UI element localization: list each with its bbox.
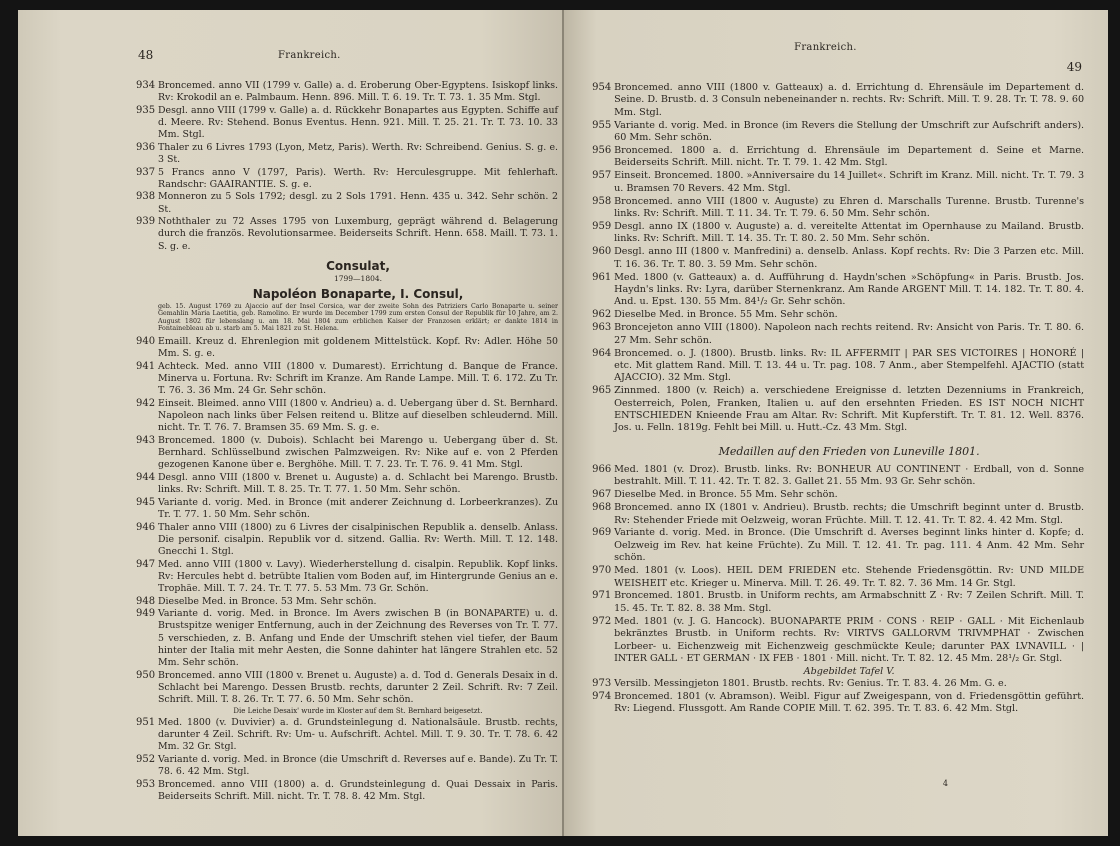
lot-description: Broncemed. 1800 (v. Dubois). Schlacht bei Marengo u. Uebergang über d. St. Bernhard. Schlüsselbund zwischen Palmzweigen. Rv: Nike auf e. von 2 Pferden gezogenen Kanone über e. Berghöhe. Mill. T. 7. 23. Tr. T. 76. 9. 41 Mm. Stgl. (158, 435, 558, 471)
catalog-entry (592, 145, 1085, 170)
lot-description: Broncemed. 1801. Brustb. in Uniform rechts, am Armabschnitt Z · Rv: 7 Zeilen Schrift. Mill. T. 15. 45. Tr. T. 82. 8. 38 Mm. Stgl. (614, 590, 1085, 614)
entry-list (592, 82, 1085, 435)
lot-description: Desgl. anno VIII (1800 v. Brenet u. Auguste) a. d. Schlacht bei Marengo. Brustb. links. Rv: Schrift. Mill. T. 8. 25. Tr. T. 77. 1. 50 Mm. Sehr schön. (158, 472, 558, 496)
entry-list (592, 463, 1085, 666)
catalog-entry (136, 104, 558, 141)
lot-number: 937 (136, 166, 156, 178)
lot-number: 958 (592, 195, 612, 207)
catalog-entry (592, 690, 1085, 716)
plate-reference: Abgebildet Tafel V. (803, 665, 895, 677)
section-years: 1799—1804. (333, 273, 383, 283)
lot-number: 948 (136, 595, 156, 607)
catalog-entry (592, 271, 1085, 309)
catalog-entry (592, 463, 1085, 489)
lot-number: 952 (136, 753, 156, 765)
lot-description: Broncemed. 1800 a. d. Errichtung d. Ehrensäule im Departement d. Seine et Marne. Beiderseits Schrift. Mill. nicht. Tr. T. 79. 1. 42 Mm. Stgl. (614, 145, 1085, 169)
footnote: Die Leiche Desaix' wurde im Kloster auf dem St. Bernhard beigesetzt. (233, 707, 483, 715)
lot-number: 941 (136, 361, 156, 373)
lot-description: Versilb. Messingjeton 1801. Brustb. rechts. Rv: Genius. Tr. T. 83. 4. 26 Mm. G. e. (614, 677, 1007, 689)
left-page-content (136, 80, 558, 804)
book-spread (18, 10, 1108, 836)
lot-number: 971 (592, 590, 612, 602)
left-page (18, 10, 562, 836)
lot-number: 962 (592, 309, 612, 321)
running-head: Frankreich. (278, 50, 341, 61)
lot-number: 940 (136, 336, 156, 348)
lot-description: Thaler anno VIII (1800) zu 6 Livres der cisalpinischen Republik a. denselb. Anlass. Die personif. cisalpin. Republik vor d. sitzend. Gallia. Rv: Werth. Mill. T. 12. 148. Gnecchi 1. Stgl. (158, 521, 558, 557)
catalog-entry (136, 595, 558, 608)
lot-description: Dieselbe Med. in Bronce. 55 Mm. Sehr schön. (614, 489, 838, 501)
lot-number: 967 (592, 489, 612, 501)
lot-number: 959 (592, 220, 612, 232)
lot-number: 953 (136, 778, 156, 790)
lot-number: 973 (592, 677, 612, 689)
lot-number: 957 (592, 170, 612, 182)
lot-description: Achteck. Med. anno VIII (1800 v. Dumarest). Errichtung d. Banque de France. Minerva u. Fortuna. Rv: Schrift im Kranze. Am Rande Lampe. Mill. T. 6. 172. Zu Tr. T. 76. 3. 36 Mm. 24 Gr. Sehr schön. (158, 361, 558, 397)
lot-description: Med. anno VIII (1800 v. Lavy). Wiederherstellung d. cisalpin. Republik. Kopf links. Rv: Hercules hebt d. betrübte Italien vom Boden auf, im Hintergrunde Genius an e. Trophäe. Mill. T. 7. 24. Tr. T. 77. 5. 53 Mm. 73 Gr. Schön. (158, 558, 558, 594)
lot-number: 972 (592, 615, 612, 627)
catalog-entry (592, 489, 1084, 501)
signature-mark: 4 (942, 779, 948, 788)
running-head: Frankreich. (794, 42, 857, 53)
catalog-entry (136, 472, 558, 496)
lot-description: Desgl. anno III (1800 v. Manfredini) a. denselb. Anlass. Kopf rechts. Rv: Die 3 Parzen etc. Mill. T. 16. 36. Tr. T. 80. 3. 59 Mm. Sehr schön. (614, 246, 1085, 270)
lot-description: 5 Francs anno V (1797, Paris). Werth. Rv: Herculesgruppe. Mit fehlerhaft. Randschr: GAAIRANTIE. S. g. e. (158, 166, 558, 190)
lot-description: Broncemed. anno VII (1799 v. Galle) a. d. Eroberung Ober-Egyptens. Isiskopf links. Rv: Krokodil an e. Palmbaum. Henn. 896. Mill. T. 6. 19. Tr. T. 73. 1. 35 Mm. Stgl. (158, 80, 558, 104)
lot-number: 954 (592, 82, 612, 93)
lot-description: Broncemed. anno VIII (1800) a. d. Grundsteinlegung d. Quai Dessaix in Paris. Beiderseits Schrift. Mill. nicht. Tr. T. 78. 8. 42 Mm. Stgl. (158, 778, 558, 802)
lot-number: 951 (136, 717, 156, 728)
section-subtitle: Napoléon Bonaparte, I. Consul, (252, 286, 464, 301)
catalog-entry (592, 309, 1084, 321)
lot-description: Variante d. vorig. Med. in Bronce. (Die Umschrift d. Averses beginnt links hinter d. Kopfe; d. Oelzweig im Rev. hat keine Früchte). Zu Mill. T. 12. 41. Tr. pag. 111. 4 Anm. 42 Mm. Sehr schön. (614, 527, 1085, 564)
catalog-entry (592, 220, 1085, 246)
catalog-entry (592, 565, 1085, 590)
catalog-entry (592, 615, 1085, 666)
entry-list (136, 717, 558, 803)
lot-description: Med. 1801 (v. Droz). Brustb. links. Rv: BONHEUR AU CONTINENT · Erdball, von d. Sonne bestrahlt. Mill. T. 11. 42. Tr. T. 82. 3. Gallet 21. 55 Mm. 93 Gr. Sehr schön. (614, 463, 1085, 488)
lot-number: 935 (136, 104, 156, 116)
catalog-entry (592, 119, 1085, 145)
right-page (564, 10, 1108, 836)
lot-number: 969 (592, 527, 612, 539)
lot-number: 946 (136, 521, 156, 533)
catalog-entry (136, 608, 558, 669)
lot-number: 955 (592, 119, 612, 131)
catalog-entry (592, 590, 1085, 615)
catalog-entry (136, 435, 558, 471)
page-number: 48 (138, 48, 154, 62)
lot-number: 966 (592, 463, 612, 475)
lot-description: Dieselbe Med. in Bronce. 53 Mm. Sehr schön. (158, 595, 377, 607)
lot-description: Zinnmed. 1800 (v. Reich) a. verschiedene Ereignisse d. letzten Dezenniums in Frankreich, Oesterreich, Polen, Franken, Italien u. auf den ersehnten Frieden. ES IST NOCH NICHT ENTSCHIEDEN Knieende Frau am Altar. Rv: Schrift. Mit Kupferstift. Tr. T. 81. 12. Well. 8376. Jos. u. Felln. 1819g. Fehlt bei Mill. u. Hutt.-Cz. 43 Mm. Stgl. (614, 385, 1085, 434)
entry-list (136, 80, 558, 253)
lot-number: 965 (592, 385, 612, 397)
lot-description: Med. 1800 (v. Duvivier) a. d. Grundsteinlegung d. Nationalsäule. Brustb. rechts, darunter 4 Zeil. Schrift. Rv: Um- u. Aufschrift. Achtel. Mill. T. 9. 30. Tr. T. 78. 6. 42 Mm. 32 Gr. Stgl. (158, 717, 558, 753)
catalog-entry (136, 398, 558, 434)
catalog-entry (592, 322, 1085, 347)
lot-description: Variante d. vorig. Med. in Bronce. Im Avers zwischen B (in BONAPARTE) u. d. Brustspitze weniger Entfernung, auch in der Zeichnung des Reverses von Tr. T. 77. 5 verschieden, z. B. Anfang und Ende der Umschrift stehen viel tiefer, der Baum hinter der Italia mit mehr Aesten, die Sonne dahinter hat längere Strahlen etc. 52 Mm. Sehr schön. (158, 608, 558, 668)
lot-description: Emaill. Kreuz d. Ehrenlegion mit goldenem Mittelstück. Kopf. Rv: Adler. Höhe 50 Mm. S. g. e. (158, 336, 558, 360)
lot-number: 936 (136, 141, 156, 153)
catalog-entry (136, 558, 558, 595)
catalog-entry (136, 778, 558, 803)
lot-number: 963 (592, 322, 612, 334)
catalog-entry (592, 170, 1085, 195)
lot-description: Broncemed. anno IX (1801 v. Andrieu). Brustb. rechts; die Umschrift beginnt unter d. Brustb. Rv: Stehender Friede mit Oelzweig, woran Früchte. Mill. T. 12. 41. Tr. T. 82. 4. 42 Mm. Stgl. (614, 502, 1085, 526)
catalog-entry (592, 527, 1085, 564)
lot-description: Broncemed. anno VIII (1800 v. Gatteaux) a. d. Errichtung d. Ehrensäule im Departement d. Seine. D. Brustb. d. 3 Consuln nebeneinander n. rechts. Rv: Schrift. Mill. T. 9. 28. Tr. T. 78. 9. 60 Mm. Stgl. (614, 82, 1085, 118)
catalog-entry (136, 80, 558, 104)
lot-description: Med. 1800 (v. Gatteaux) a. d. Aufführung d. Haydn'schen »Schöpfung« in Paris. Brustb. Jos. Haydn's links. Rv: Lyra, darüber Sternenkranz. Am Rande ARGENT Mill. T. 14. 182. Tr. T. 80. 4. And. u. Epst. 130. 55 Mm. 84¹/₂ Gr. Sehr schön. (614, 271, 1085, 308)
lot-description: Med. 1801 (v. Loos). HEIL DEM FRIEDEN etc. Stehende Friedensgöttin. Rv: UND MILDE WEISHEIT etc. Krieger u. Minerva. Mill. T. 26. 49. Tr. T. 82. 7. 36 Mm. 14 Gr. Stgl. (614, 565, 1085, 589)
catalog-entry (136, 336, 558, 360)
lot-description: Thaler zu 6 Livres 1793 (Lyon, Metz, Paris). Werth. Rv: Schreibend. Genius. S. g. e. 3 St. (158, 141, 558, 165)
section-heading: Medaillen auf den Frieden von Luneville 1801. (718, 444, 980, 458)
lot-description: Variante d. vorig. Med. in Bronce (die Umschrift d. Reverses auf e. Bande). Zu Tr. T. 78. 6. 42 Mm. Stgl. (158, 753, 558, 778)
catalog-entry (592, 347, 1085, 385)
lot-description: Broncemed. 1801 (v. Abramson). Weibl. Figur auf Zweigespann, von d. Friedensgöttin geführt. Rv: Liegend. Flussgott. Am Rande COPIE Mill. T. 62. 395. Tr. T. 83. 6. 42 Mm. Stgl. (614, 690, 1085, 715)
biography-note: geb. 15. August 1769 zu Ajaccio auf der Insel Corsica, war der zweite Sohn des Patriziers Carlo Bonaparte u. seiner Gemahlin Maria Laetitia, geb. Ramolino. Er wurde im December 1799 zum ersten Consul der Republik für 10 Jahre, am 2. August 1802 für lebenslang u. am 18. Mai 1804 zum erblichen Kaiser der Franzosen erklärt; er dankte 1814 in Fontainebleau ab u. starb am 5. Mai 1821 zu St. Helena. (158, 302, 558, 332)
lot-number: 945 (136, 496, 156, 508)
page-number: 49 (1066, 60, 1082, 74)
catalog-entry (136, 141, 558, 166)
lot-number: 964 (592, 347, 612, 359)
lot-description: Monneron zu 5 Sols 1792; desgl. zu 2 Sols 1791. Henn. 435 u. 342. Sehr schön. 2 St. (158, 191, 558, 215)
lot-description: Einseit. Broncemed. 1800. »Anniversaire du 14 Juillet«. Schrift im Kranz. Mill. nicht. Tr. T. 79. 3 u. Bramsen 70 Revers. 42 Mm. Stgl. (614, 170, 1085, 194)
lot-description: Dieselbe Med. in Bronce. 55 Mm. Sehr schön. (614, 309, 838, 321)
lot-number: 944 (136, 472, 156, 484)
lot-description: Broncemed. o. J. (1800). Brustb. links. Rv: IL AFFERMIT | PAR SES VICTOIRES | HONORÉ | etc. Mit glattem Rand. Mill. T. 13. 44 u. Tr. pag. 108. 7 Anm., aber Stempelfehl. AJACTIO (statt AJACCIO). 32 Mm. Stgl. (614, 347, 1085, 384)
catalog-entry (136, 669, 558, 706)
lot-description: Broncemed. anno VIII (1800 v. Auguste) zu Ehren d. Marschalls Turenne. Brustb. Turenne's links. Rv: Schrift. Mill. T. 11. 34. Tr. T. 79. 6. 50 Mm. Sehr schön. (614, 195, 1085, 220)
catalog-entry (592, 82, 1085, 119)
lot-description: Einseit. Bleimed. anno VIII (1800 v. Andrieu) a. d. Uebergang über d. St. Bernhard. Napoleon nach links über Felsen reitend u. Blitze auf dieselben schleudernd. Mill. nicht. Tr. T. 76. 7. Bramsen 35. 69 Mm. S. g. e. (158, 398, 558, 434)
lot-number: 956 (592, 145, 612, 157)
catalog-entry (136, 166, 558, 191)
lot-description: Variante d. vorig. Med. in Bronce (mit anderer Zeichnung d. Lorbeerkranzes). Zu Tr. T. 77. 1. 50 Mm. Sehr schön. (158, 496, 558, 520)
lot-description: Noththaler zu 72 Asses 1795 von Luxemburg, geprägt während d. Belagerung durch die französ. Revolutionsarmee. Beiderseits Schrift. Henn. 658. Maill. T. 73. 1. S. g. e. (158, 216, 558, 252)
catalog-entry (592, 502, 1085, 527)
catalog-entry (592, 246, 1085, 271)
lot-number: 938 (136, 191, 156, 203)
lot-number: 943 (136, 435, 156, 447)
lot-number: 970 (592, 565, 612, 577)
lot-number: 961 (592, 271, 612, 283)
catalog-entry (136, 753, 558, 778)
lot-number: 968 (592, 502, 612, 514)
catalog-entry (136, 191, 558, 215)
lot-number: 934 (136, 80, 156, 91)
catalog-entry (136, 216, 558, 252)
catalog-entry (592, 385, 1085, 435)
lot-description: Broncemed. anno VIII (1800 v. Brenet u. Auguste) a. d. Tod d. Generals Desaix in d. Schlacht bei Marengo. Dessen Brustb. rechts, darunter 2 Zeil. Schrift. Rv: 7 Zeil. Schrift. Mill. T. 8. 26. Tr. T. 77. 6. 50 Mm. Sehr schön. (158, 669, 558, 705)
lot-description: Desgl. anno IX (1800 v. Auguste) a. d. vereitelte Attentat im Opernhause zu Mailand. Brustb. links. Rv: Schrift. Mill. T. 14. 35. Tr. T. 80. 2. 50 Mm. Sehr schön. (614, 220, 1085, 245)
lot-number: 939 (136, 216, 156, 228)
entry-list (592, 677, 1085, 716)
lot-number: 949 (136, 608, 156, 620)
lot-number: 950 (136, 669, 156, 681)
entry-list (136, 336, 558, 706)
catalog-entry (136, 496, 558, 521)
catalog-entry (592, 195, 1085, 221)
lot-number: 942 (136, 398, 156, 410)
lot-description: Broncejeton anno VIII (1800). Napoleon nach rechts reitend. Rv: Ansicht von Paris. Tr. T. 80. 6. 27 Mm. Sehr schön. (614, 322, 1085, 346)
lot-number: 947 (136, 558, 156, 570)
lot-number: 974 (592, 690, 612, 702)
right-page-content (592, 82, 1085, 716)
catalog-entry (592, 677, 1084, 690)
catalog-entry (136, 361, 558, 397)
lot-description: Desgl. anno VIII (1799 v. Galle) a. d. Rückkehr Bonapartes aus Egypten. Schiffe auf d. Meere. Rv: Stehend. Bonus Eventus. Henn. 921. Mill. T. 25. 21. Tr. T. 73. 10. 33 Mm. Stgl. (158, 104, 558, 141)
section-title: Consulat, (326, 258, 390, 273)
lot-description: Med. 1801 (v. J. G. Hancock). BUONAPARTE PRIM · CONS · REIP · GALL · Mit Eichenlaub bekränztes Brustb. in Uniform rechts. Rv: VIRTVS GALLORVM TRIVMPHAT · Zwischen Lorbeer- u. Eichenzweig mit Eichenzweig geschmückte Keule; darunter PAX LVNAVILL · | INTER GALL · ET GERMAN · IX FEB · 1801 · Mill. nicht. Tr. T. 82. 12. 45 Mm. 28¹/₂ Gr. Stgl. (614, 615, 1085, 664)
lot-number: 960 (592, 246, 612, 258)
catalog-entry (136, 717, 558, 753)
catalog-entry (136, 521, 558, 558)
lot-description: Variante d. vorig. Med. in Bronce (im Revers die Stellung der Umschrift zur Aufschrift anders). 60 Mm. Sehr schön. (614, 119, 1085, 144)
